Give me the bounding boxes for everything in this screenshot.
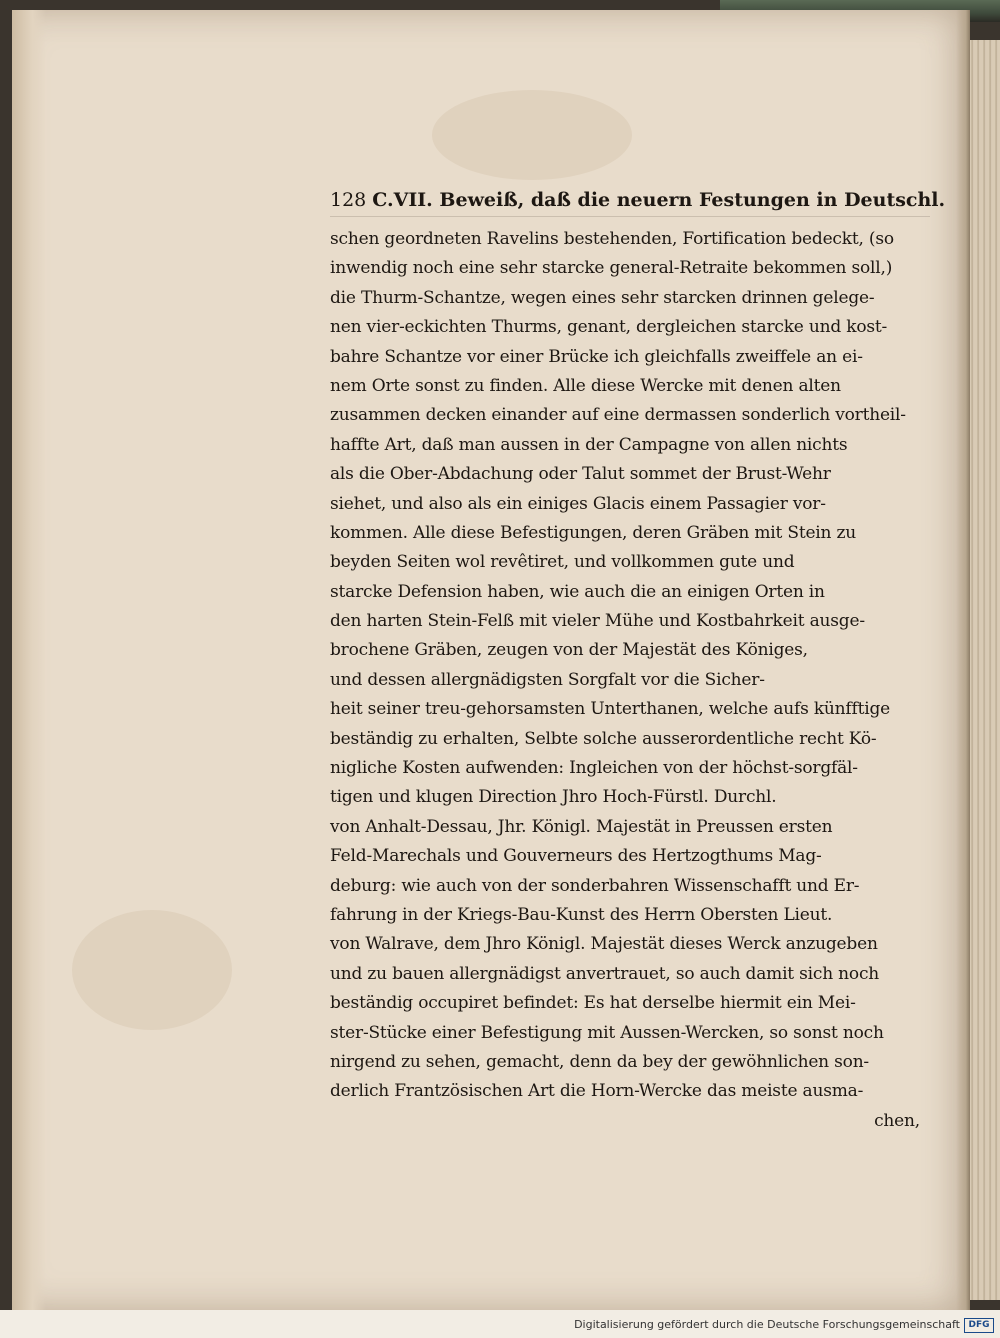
page-number: 128 [330, 189, 367, 211]
text-line: inwendig noch eine sehr starcke general-Retraite bekommen soll,) [330, 258, 893, 279]
text-line: fahrung in der Kriegs-Bau-Kunst des Herrn Obersten Lieut. [330, 904, 833, 925]
text-line: Feld-Marechals und Gouverneurs des Hertzogthums Mag- [330, 846, 822, 867]
text-line: als die Ober-Abdachung oder Talut sommet der Brust-Wehr [330, 464, 831, 485]
text-line: nen vier-eckichten Thurms, genant, dergleichen starcke und kost- [330, 317, 888, 338]
text-line: beständig occupiret befindet: Es hat derselbe hiermit ein Mei- [330, 993, 856, 1014]
paper-stain [432, 90, 632, 180]
text-line: den harten Stein-Felß mit vieler Mühe und Kostbahrkeit ausge- [330, 611, 865, 632]
page-edge-left [12, 10, 46, 1310]
running-head-title: C.VII. Beweiß, daß die neuern Festungen in Deutschl. [372, 189, 946, 211]
page-edge-right [956, 10, 970, 1310]
text-line: starcke Defension haben, wie auch die an einigen Orten in [330, 581, 825, 602]
text-line: kommen. Alle diese Befestigungen, deren Gräben mit Stein zu [330, 522, 856, 543]
text-line: und zu bauen allergnädigst anvertrauet, so auch damit sich noch [330, 963, 880, 984]
text-line: nigliche Kosten aufwenden: Ingleichen von der höchst-sorgfäl- [330, 758, 858, 779]
page-stack-edge [968, 40, 1000, 1300]
text-line: beständig zu erhalten, Selbte solche ausserordentliche recht Kö- [330, 728, 877, 749]
text-line: derlich Frantzösischen Art die Horn-Wercke das meiste ausma- [330, 1081, 864, 1102]
text-line: haffte Art, daß man aussen in der Campagne von allen nichts [330, 434, 848, 455]
text-line: bahre Schantze vor einer Brücke ich gleichfalls zweiffele an ei- [330, 346, 863, 367]
running-head [330, 184, 946, 217]
text-line: siehet, und also als ein einiges Glacis einem Passagier vor- [330, 493, 826, 514]
text-line: schen geordneten Ravelins bestehenden, Fortification bedeckt, (so [330, 229, 894, 249]
text-line: und dessen allergnädigsten Sorgfalt vor die Sicher- [330, 669, 765, 690]
text-block [330, 184, 946, 1136]
body-text [330, 225, 930, 1136]
catchword: chen, [874, 1110, 920, 1131]
text-line: beyden Seiten wol revêtiret, und vollkommen gute und [330, 552, 795, 573]
text-line: tigen und klugen Direction Jhro Hoch-Fürstl. Durchl. [330, 787, 777, 808]
text-line: von Anhalt-Dessau, Jhr. Königl. Majestät in Preussen ersten [330, 816, 833, 837]
text-line: deburg: wie auch von der sonderbahren Wissenschafft und Er- [330, 875, 860, 896]
text-line: von Walrave, dem Jhro Königl. Majestät dieses Werck anzugeben [330, 934, 878, 955]
text-line: heit seiner treu-gehorsamsten Unterthanen, welche aufs künfftige [330, 699, 891, 720]
text-line: ster-Stücke einer Befestigung mit Aussen-Wercken, so sonst noch [330, 1022, 884, 1043]
paper-stain [72, 910, 232, 1030]
text-line: brochene Gräben, zeugen von der Majestät des Königes, [330, 640, 808, 661]
text-line: nem Orte sonst zu finden. Alle diese Wercke mit denen alten [330, 375, 841, 396]
text-line: nirgend zu sehen, gemacht, denn da bey der gewöhnlichen son- [330, 1051, 869, 1072]
text-line: die Thurm-Schantze, wegen eines sehr starcken drinnen gelege- [330, 287, 875, 308]
digitization-credit: Digitalisierung gefördert durch die Deutsche Forschungsgemeinschaft [574, 1318, 960, 1331]
dfg-logo: DFG [964, 1318, 994, 1333]
text-line: zusammen decken einander auf eine dermassen sonderlich vortheil- [330, 405, 906, 426]
